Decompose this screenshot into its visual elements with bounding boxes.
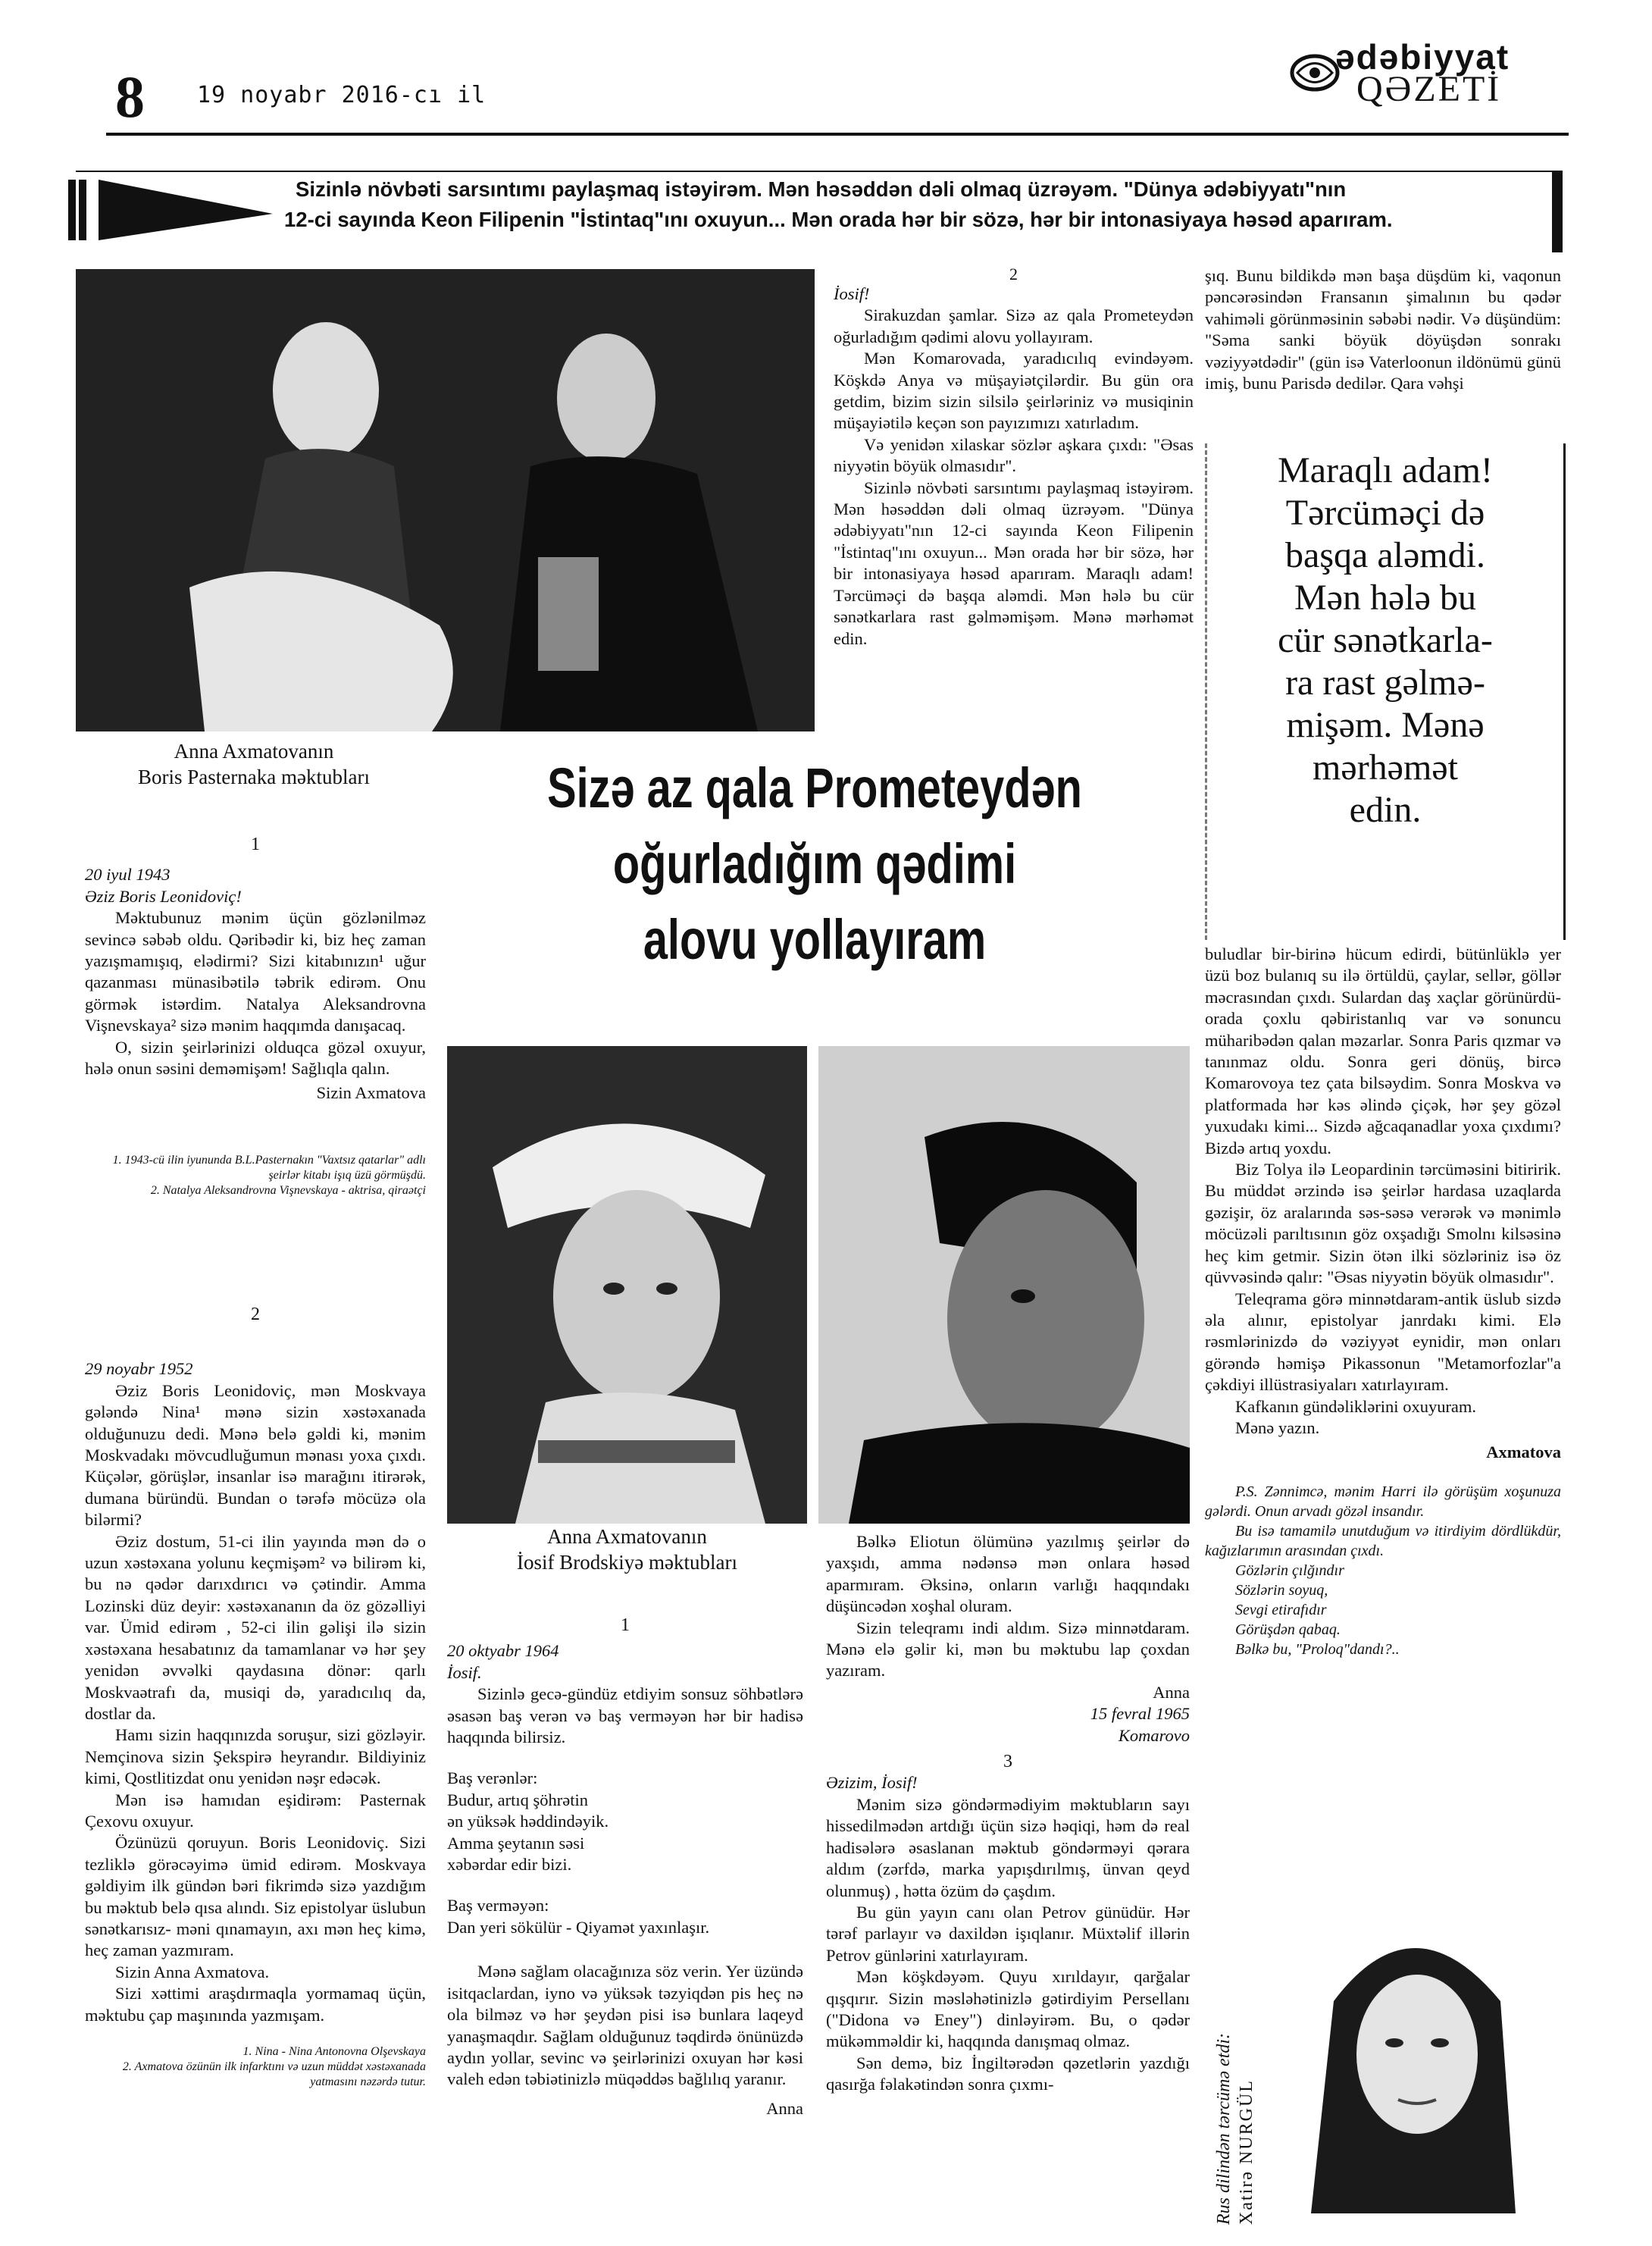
- page-number: 8: [115, 64, 145, 130]
- pull-quote: [1207, 443, 1563, 832]
- translator-label: Rus dilindən tərcümə etdi:: [1214, 2032, 1234, 2225]
- letter-number: 1: [621, 1615, 630, 1635]
- letter-paragraph: Mənim sizə göndərmədiyim məktubların sayı hissedilmədən artdığı üçün sizə həqiqi, həm də real hadisələrə əsaslanan məktub göndərməyi qərara aldım (zərfdə, marka yapışdırılmış, ünvan qeyd olunmuş) , hətta özüm də çaşdım.: [826, 1794, 1190, 1900]
- letter-paragraph: Mən köşkdəyəm. Quyu xırıldayır, qarğalar qışqırır. Sizin məsləhətinizlə gətirdiyim Persellanı ("Didona və Eney") dinləyirəm. Bu, o qədər mükəmməldir ki, haqqında danışmaq olmaz.: [826, 1967, 1190, 2051]
- letter-paragraph: buludlar bir-birinə hücum edirdi, bütünlüklə yer üzü boz bulanıq su ilə örtüldü, çaylar, sellər, göllər məcrasından çıxdı. Sulardan daş xaçlar görünürdü- orada çoxlu qəbiristanlıq var və sonuncu müharibədən qalan məzarlar. Sonra Paris qızmar və tanınmaz oldu. Sonra geri dönüş, bircə Komarovoya tez çata bilsəydim. Sonra Moskva və platformada hər kəs əlində çiçək, hər şey gözəl yuxudakı kimi... Sizdə ağcaqanadlar yoxa çıxdımı? Bizdə artıq yoxdu.: [1205, 944, 1561, 1157]
- letter-salutation: İosif.: [447, 1662, 482, 1682]
- letter-paragraph: şıq. Bunu bildikdə mən başa düşdüm ki, vaqonun pəncərəsindən Fransanın şimalının bu qədər vahiməli görünməsinin səbəbi nədir. Və düşündüm: "Səma sanki böyük döyüşdən sonrakı vəziyyətdədir" (gün isə Vaterloonun ildönümü günü imiş, bunu Parisdə dedilər. Qara vəhşi: [1205, 266, 1561, 393]
- poem-line: ən yüksək həddindəyik.: [447, 1812, 609, 1831]
- footnote: 1. Nina - Nina Antonovna Olşevskaya: [242, 2045, 426, 2058]
- letter-paragraph: Və yenidən xilaskar sözlər aşkara çıxdı: "Əsas niyyətin böyük olmasıdır".: [834, 434, 1194, 476]
- letter-paragraph: Sizinlə növbəti sarsıntımı paylaşmaq istəyirəm. Mən həsəddən dəli olmaq üzrəyəm. "Dünya ədəbiyyatı"nın 12-ci sayında Keon Filipenin "İstintaq"ını oxuyun... Mən orada hər bir sözə, hər bir intonasiyaya həsəd aparıram. Maraqlı adam! Tərcüməçi də başqa aləmdi. Mən hələ bu cür sənətkarlara rast gəlməmişəm. Mənə mərhəmət edin.: [834, 478, 1194, 648]
- poem-line: Sözlərin soyuq,: [1235, 1581, 1328, 1599]
- logo-text-bottom: QƏZETİ: [1356, 69, 1502, 109]
- letter-salutation: Əziz Boris Leonidoviç!: [85, 886, 242, 906]
- section1-title-line2: Boris Pasternaka məktubları: [138, 766, 370, 788]
- logo-text-top: ədəbiyyat: [1335, 37, 1510, 77]
- letter-paragraph: Sizin Anna Axmatova.: [115, 1962, 270, 1981]
- letter-salutation: İosif!: [834, 284, 870, 303]
- poem-line: Sevgi etirafıdır: [1235, 1601, 1327, 1618]
- translator-name: Xatirə NURGÜL: [1237, 2079, 1256, 2225]
- letter-paragraph: Sirakuzdan şamlar. Sizə az qala Prometeydən oğurladığım qədimi alovu yollayıram.: [834, 305, 1194, 346]
- poem-line: Baş verənlər:: [447, 1768, 538, 1788]
- translator-credit: [1212, 1906, 1258, 2225]
- letter-date: 29 noyabr 1952: [85, 1359, 193, 1379]
- brodsky-letter1: [447, 1615, 803, 2119]
- pasternak-letter2: [85, 1304, 426, 2090]
- postscript: Bu isə tamamilə unutduğum və itirdiyim dördlükdür, kağızlarımın arasından çıxdı.: [1205, 1522, 1561, 1559]
- section2-title-line2: İosif Brodskiyə məktubları: [517, 1551, 737, 1574]
- brodsky-letter2: [834, 265, 1194, 650]
- pull-quote-line: Maraqlı adam!: [1278, 450, 1493, 490]
- section1-title: [76, 738, 432, 790]
- banner-arrow: [68, 176, 280, 244]
- section1-title-line1: Anna Axmatovanın: [174, 740, 334, 763]
- pull-quote-line: cür sənətkarla-: [1278, 620, 1493, 660]
- letter-paragraph: Mənə sağlam olacağınıza söz verin. Yer üzündə isitqaclardan, iyno və yüksək təzyiqdən pis heç nə ola bilməz və hər şeydən pisi isə bunlara laqeyd yanaşmaqdır. Sağlam olduğunuz təqdirdə önünüzdə aydın yollar, sevinc və şeirlərinizi oxuyan hər kəsi valeh edən təbiətinizlə müqəddəs bağlılıq yaranır.: [447, 1962, 803, 2089]
- letter-paragraph: Mənə yazın.: [1235, 1417, 1320, 1437]
- letter-paragraph: Bəlkə Eliotun ölümünə yazılmış şeirlər də yaxşıdı, amma nədənsə mən onlara həsəd aparmıram. Əksinə, onların varlığı haqqındakı düşüncədən xoşhal oluram.: [826, 1532, 1190, 1616]
- headline-line2: oğurladığım qədimi: [612, 832, 1017, 895]
- letter-paragraph: O, sizin şeirlərinizi olduqca gözəl oxuyur, hələ onun səsini deməmişəm! Sağlıqla qalın.: [85, 1037, 426, 1079]
- logo-emblem-icon: [1288, 50, 1341, 96]
- letter-paragraph: Sizinlə gecə-gündüz etdiyim sonsuz söhbətlərə əsasən baş verən və baş verməyən hər bir hadisə haqqında bilirsiz.: [447, 1684, 803, 1747]
- banner-rightbar: [1552, 171, 1563, 252]
- poem-line: Dan yeri sökülür - Qiyamət yaxınlaşır.: [447, 1917, 710, 1937]
- letter-signature: Anna: [766, 2098, 803, 2118]
- letter-paragraph: Özünüzü qoruyun. Boris Leonidoviç. Sizi tezliklə görəcəyimə ümid edirəm. Moskvaya gəldiyim ilk gündən bəri fikrimdə sizə yazdığım bu məktub belə qısa alındı. Siz epistolyar üslubun sənətkarısız- məni qınamayın, axı mən heç kimə, heç zaman yazmıram.: [85, 1833, 426, 1960]
- letter-date: 20 iyul 1943: [85, 865, 171, 885]
- letter-salutation: Əzizim, İosif!: [826, 1773, 918, 1793]
- photo-brodsky: [818, 1046, 1190, 1524]
- pull-quote-line: edin.: [1349, 790, 1422, 830]
- pull-quote-line: ra rast gəlmə-: [1285, 663, 1485, 703]
- poem-line: xəbərdar edir bizi.: [447, 1855, 572, 1875]
- letter-paragraph: Bu gün yayın canı olan Petrov günüdür. Hər tərəf parlayır və daxildən işıqlanır. Müxtəlif illərin Petrov günlərini xatırlayıram.: [826, 1902, 1190, 1965]
- header-rule: [106, 133, 1569, 136]
- postscript: Bəlkə bu, "Proloq"dandı?..: [1235, 1640, 1400, 1658]
- letter-signature: Sizin Axmatova: [316, 1083, 426, 1103]
- photo-axmatova-pasternak: [76, 269, 815, 731]
- pull-quote-line: mişəm. Mənə: [1286, 705, 1485, 745]
- letter-paragraph: Məktubunuz mənim üçün gözlənilməz sevincə səbəb oldu. Qəribədir ki, biz heç zaman yazışmamışıq, elədirmi? Sizi kitabınızın¹ uğur qazanması münasibətilə təbrik edirəm. Onu görmək istərdim. Natalya Aleksandrovna Vişnevskaya² sizə mənim haqqımda danışacaq.: [85, 908, 426, 1035]
- letter-paragraph: Mən isə hamıdan eşidirəm: Pasternak Çexovu oxuyur.: [85, 1790, 426, 1831]
- col4-top-text: [1205, 265, 1561, 394]
- headline-line1: Sizə az qala Prometeydən: [547, 756, 1082, 819]
- letter-paragraph: Əziz Boris Leonidoviç, mən Moskvaya gələndə Nina¹ mənə sizin xəstəxanada olduğunuzu dedi. Mənə belə gəldi ki, mənim Moskvadakı mövcudluğumun mənası yoxa çıxdı. Küçələr, görüşlər, insanlar isə marağını itirərək, dumana büründü. Bundan o tərəfə möcüzə ola bilərmi?: [85, 1380, 426, 1530]
- poem-line: Görüşdən qabaq.: [1235, 1621, 1341, 1638]
- pull-quote-line: Mən hələ bu: [1294, 578, 1476, 618]
- pasternak-letter1: [85, 834, 426, 1198]
- letter-paragraph: Kafkanın gündəliklərini oxuyuram.: [1235, 1396, 1477, 1416]
- letter-paragraph: Hamı sizin haqqınızda soruşur, sizi gözləyir. Nemçinova sizin Şekspirə heyrandır. Bildiyiniz kimi, Qostlitizdat onu yenidən nəşr edəcək.: [85, 1725, 426, 1788]
- letter-paragraph: Sizin teleqramı indi aldım. Sizə minnətdaram. Mənə elə gəlir ki, mən bu məktubu lap çoxdan yazıram.: [826, 1618, 1190, 1681]
- headline: [519, 750, 1110, 978]
- footnote: 2. Natalya Aleksandrovna Vişnevskaya - aktrisa, qiraətçi: [150, 1183, 426, 1197]
- letter-paragraph: Biz Tolya ilə Leopardinin tərcüməsini bitiririk. Bu müddət ərzində isə şeirlər hardasa uzaqlarda gəzişir, öz aralarında səs-səsə verərək və mənimlə möcüzəli parıltısının göz oxşadığı Smolnı kilsəsinə heç kim getmir. Sizin ötən ilki sözləriniz isə öz qüvvəsində qalır: "Əsas niyyətin böyük olmasıdır".: [1205, 1160, 1561, 1287]
- letter-number: 2: [1009, 265, 1018, 283]
- banner-frame: [76, 171, 1561, 172]
- pull-quote-line: başqa aləmdi.: [1285, 535, 1485, 575]
- letter-signature: Axmatova: [1486, 1443, 1561, 1462]
- letter-signature: Anna: [1153, 1682, 1190, 1702]
- section2-title-line1: Anna Axmatovanın: [547, 1525, 707, 1548]
- footnote: 2. Axmatova özünün ilk infarktını və uzun müddət xəstəxanada yatmasını nəzərdə tutur.: [122, 2060, 426, 2088]
- postscript: P.S. Zənnimcə, mənim Harri ilə görüşüm xoşunuza gələrdi. Onun arvadı gözəl insandır.: [1205, 1483, 1561, 1520]
- section2-title: [447, 1524, 807, 1575]
- letter-paragraph: Mən Komarovada, yaradıcılıq evindəyəm. Köşkdə Anya və müşayiətçilərdir. Bu gün ora getdim, bizim sizin silsilə şeirləriniz və musiqinin müşayiətilə keçən son payızımızı xatırladım.: [834, 349, 1194, 433]
- newspaper-logo: [1288, 36, 1538, 108]
- pull-quote-line: mərhəmət: [1313, 747, 1458, 788]
- letter-paragraph: Teleqrama görə minnətdaram-antik üslub sizdə əla alınır, epistolyar janrdakı kimi. Elə rəsmlərinizdə də vəziyyət eynidir, mən onları görəndə həmişə Pikassonun "Metamorfozlar"a çəkdiyi illüstrasiyaları xatırlayıram.: [1205, 1289, 1561, 1395]
- banner-text-line1: Sizinlə növbəti sarsıntımı paylaşmaq istəyirəm. Mən həsəddən dəli olmaq üzrəyəm. "Dünya ədəbiyyatı"nın: [296, 177, 1347, 201]
- poem-line: Baş verməyən:: [447, 1896, 549, 1916]
- photo-translator: [1288, 1880, 1538, 2213]
- poem-line: Gözlərin çılğındır: [1235, 1562, 1344, 1579]
- issue-date: 19 noyabr 2016-cı il: [197, 82, 487, 108]
- poem-line: Amma şeytanın səsi: [447, 1833, 585, 1853]
- letter-number: 2: [251, 1305, 260, 1324]
- headline-line3: alovu yollayıram: [643, 908, 987, 971]
- footnote: 1. 1943-cü ilin iyununda B.L.Pasternakın "Vaxtsız qatarlar" adlı şeirlər kitabı işıq üzü görmüşdü.: [112, 1153, 426, 1182]
- arrow-icon: [68, 176, 280, 244]
- photo-young-axmatova: [447, 1046, 807, 1524]
- poem-line: Budur, artıq şöhrətin: [447, 1790, 588, 1809]
- letter-date: 20 oktyabr 1964: [447, 1641, 559, 1661]
- col4-mid-text: [1205, 944, 1561, 1659]
- pull-quote-line: Tərcüməçi də: [1285, 493, 1485, 533]
- letter-paragraph: Sən demə, biz İngiltərədən qəzetlərin yazdığı qasırğa fəlakətindən sonra çıxmı-: [826, 2053, 1190, 2094]
- letter-place: Komarovo: [1118, 1725, 1190, 1745]
- letter-number: 3: [1003, 1752, 1012, 1772]
- letter-date: 15 fevral 1965: [1090, 1704, 1190, 1724]
- letter-paragraph: Əziz dostum, 51-ci ilin yayında mən də o uzun xəstəxana yolunu keçmişəm² və bilirəm ki, bu nə qədər darıxdırıcı və çətindir. Amma Lozinski düz deyir: xəstəxananın da öz gözəlliyi var. Ümid edirəm , 52-ci ilin gəlişi ilə sizin xəstəxana hesabatınız da tamamlanar və hər şey yenidən əvvəlki qaydasına dönər: qarlı Moskvaətrafı da, musiqi də, yaradıcılıq da, dostlar da.: [85, 1531, 426, 1723]
- banner-text-line2: 12-ci sayında Keon Filipenin "İstintaq"ını oxuyun... Mən orada hər bir sözə, hər bir intonasiyaya həsəd aparıram.: [284, 208, 1393, 231]
- letter-paragraph: Sizi xəttimi araşdırmaqla yormamaq üçün, məktubu çap maşınında yazmışam.: [85, 1984, 426, 2025]
- letter-number: 1: [251, 835, 260, 854]
- col3-bottom-text: [826, 1531, 1190, 2096]
- pull-quote-box: [1205, 443, 1566, 940]
